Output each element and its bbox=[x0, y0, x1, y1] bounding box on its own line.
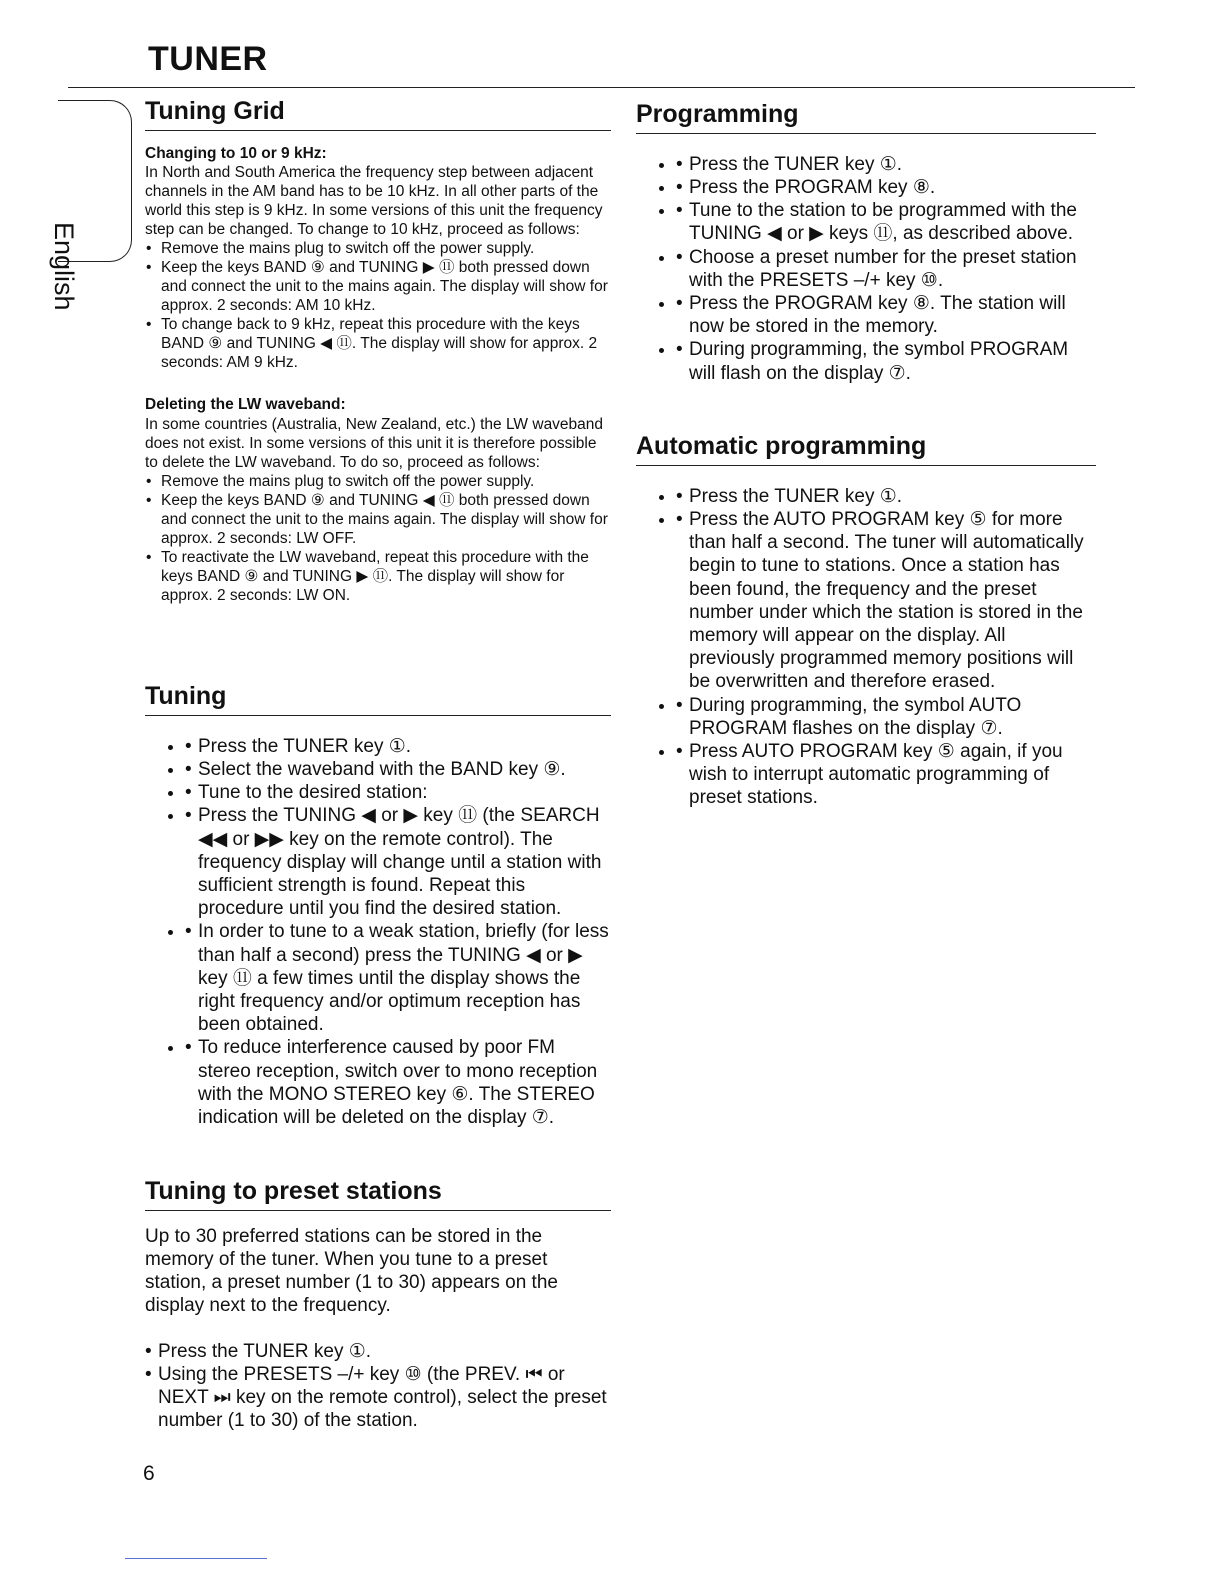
changing-block bbox=[145, 145, 611, 373]
changing-subheading: Changing to 10 or 9 kHz: bbox=[145, 144, 327, 162]
list-item: • To reactivate the LW waveband, repeat this procedure with the keys BAND ⑨ and TUNING ▶ ⑪. The display will show for approx. 2 seconds: LW ON. bbox=[145, 548, 611, 605]
list-item: • • Tune to the desired station: bbox=[185, 781, 611, 804]
list-item: • • Press the TUNING ◀ or ▶ key ⑪ (the SEARCH ◀◀ or ▶▶ key on the remote control). The frequency display will change until a station with sufficient strength is found. Repeat this procedure until you find the desired station. bbox=[185, 804, 611, 920]
list-item: • • During programming, the symbol PROGRAM will flash on the display ⑦. bbox=[676, 338, 1096, 384]
list-item: • • Press the TUNER key ①. bbox=[676, 153, 1096, 176]
deleting-block bbox=[145, 396, 611, 605]
changing-list bbox=[145, 239, 611, 372]
list-item: • To change back to 9 kHz, repeat this procedure with the keys BAND ⑨ and TUNING ◀ ⑪. The display will show for approx. 2 seconds: AM 9 kHz. bbox=[145, 315, 611, 372]
list-item: • Remove the mains plug to switch off the power supply. bbox=[145, 239, 611, 258]
title-divider bbox=[68, 87, 1135, 88]
list-item: • Keep the keys BAND ⑨ and TUNING ▶ ⑪ both pressed down and connect the unit to the mains again. The display will show for approx. 2 seconds: AM 10 kHz. bbox=[145, 258, 611, 315]
tuning-grid-heading: Tuning Grid bbox=[145, 97, 611, 131]
page-number: 6 bbox=[143, 1462, 155, 1485]
list-item: • • Press the PROGRAM key ⑧. The station will now be stored in the memory. bbox=[676, 292, 1096, 338]
changing-intro: In North and South America the frequency step between adjacent channels in the AM band has to be 10 kHz. In all other parts of the world this step is 9 kHz. In some versions of this unit the frequency step can be changed. To change to 10 kHz, proceed as follows: bbox=[145, 164, 603, 239]
list-item: • Remove the mains plug to switch off the power supply. bbox=[145, 472, 611, 491]
page-title: TUNER bbox=[148, 40, 268, 78]
deleting-intro: In some countries (Australia, New Zealand, etc.) the LW waveband does not exist. In some versions of this unit it is therefore possible to delete the LW waveband. To do so, proceed as follows: bbox=[145, 415, 604, 471]
list-item: • • During programming, the symbol AUTO PROGRAM flashes on the display ⑦. bbox=[676, 694, 1096, 740]
tuning-heading: Tuning bbox=[145, 682, 611, 716]
list-item: • • Press the TUNER key ①. bbox=[185, 735, 611, 758]
footer-divider bbox=[125, 1558, 267, 1559]
programming-heading: Programming bbox=[636, 100, 1096, 134]
list-item: • Press the TUNER key ①. bbox=[145, 1340, 611, 1363]
deleting-list bbox=[145, 472, 611, 605]
list-item: • • Press the PROGRAM key ⑧. bbox=[676, 176, 1096, 199]
preset-body bbox=[145, 1225, 611, 1433]
tuning-list bbox=[145, 735, 611, 1129]
list-item: • Keep the keys BAND ⑨ and TUNING ◀ ⑪ both pressed down and connect the unit to the mains again. The display will show for approx. 2 seconds: LW OFF. bbox=[145, 491, 611, 548]
list-item: • • Press the AUTO PROGRAM key ⑤ for more than half a second. The tuner will automatically begin to tune to stations. Once a station has been found, the frequency and the preset number under which the station is stored in the memory will appear on the display. All previously programmed memory positions will be overwritten and therefore erased. bbox=[676, 508, 1096, 694]
list-item: • • To reduce interference caused by poor FM stereo reception, switch over to mono reception with the MONO STEREO key ⑥. The STEREO indication will be deleted on the display ⑦. bbox=[185, 1036, 611, 1129]
preset-section bbox=[145, 1177, 611, 1432]
list-item: • • Select the waveband with the BAND key ⑨. bbox=[185, 758, 611, 781]
list-item: • • Tune to the station to be programmed with the TUNING ◀ or ▶ keys ⑪, as described above. bbox=[676, 199, 1096, 245]
language-tab-label: English bbox=[49, 222, 79, 311]
auto-programming-section bbox=[636, 432, 1096, 829]
spacer bbox=[145, 372, 611, 396]
programming-list bbox=[636, 153, 1096, 385]
spacer bbox=[145, 1318, 611, 1340]
list-item: • • Press the TUNER key ①. bbox=[676, 485, 1096, 508]
preset-intro: Up to 30 preferred stations can be stored in the memory of the tuner. When you tune to a preset station, a preset number (1 to 30) appears on the display next to the frequency. bbox=[145, 1225, 558, 1317]
list-item: • • Press AUTO PROGRAM key ⑤ again, if you wish to interrupt automatic programming of preset stations. bbox=[676, 740, 1096, 810]
preset-heading: Tuning to preset stations bbox=[145, 1177, 611, 1211]
deleting-subheading: Deleting the LW waveband: bbox=[145, 396, 346, 414]
list-item: • Using the PRESETS –/+ key ⑩ (the PREV. ⏮ or NEXT ⏭ key on the remote control), select the preset number (1 to 30) of the station. bbox=[145, 1363, 611, 1433]
tuning-grid-section bbox=[145, 97, 611, 605]
auto-programming-heading: Automatic programming bbox=[636, 432, 1096, 466]
list-item: • • In order to tune to a weak station, briefly (for less than half a second) press the TUNING ◀ or ▶ key ⑪ a few times until the display shows the right frequency and/or optimum reception has been obtained. bbox=[185, 920, 611, 1036]
preset-list bbox=[145, 1340, 611, 1433]
programming-section bbox=[636, 100, 1096, 404]
list-item: • • Choose a preset number for the preset station with the PRESETS –/+ key ⑩. bbox=[676, 246, 1096, 292]
auto-programming-list bbox=[636, 485, 1096, 810]
tuning-section bbox=[145, 682, 611, 1148]
